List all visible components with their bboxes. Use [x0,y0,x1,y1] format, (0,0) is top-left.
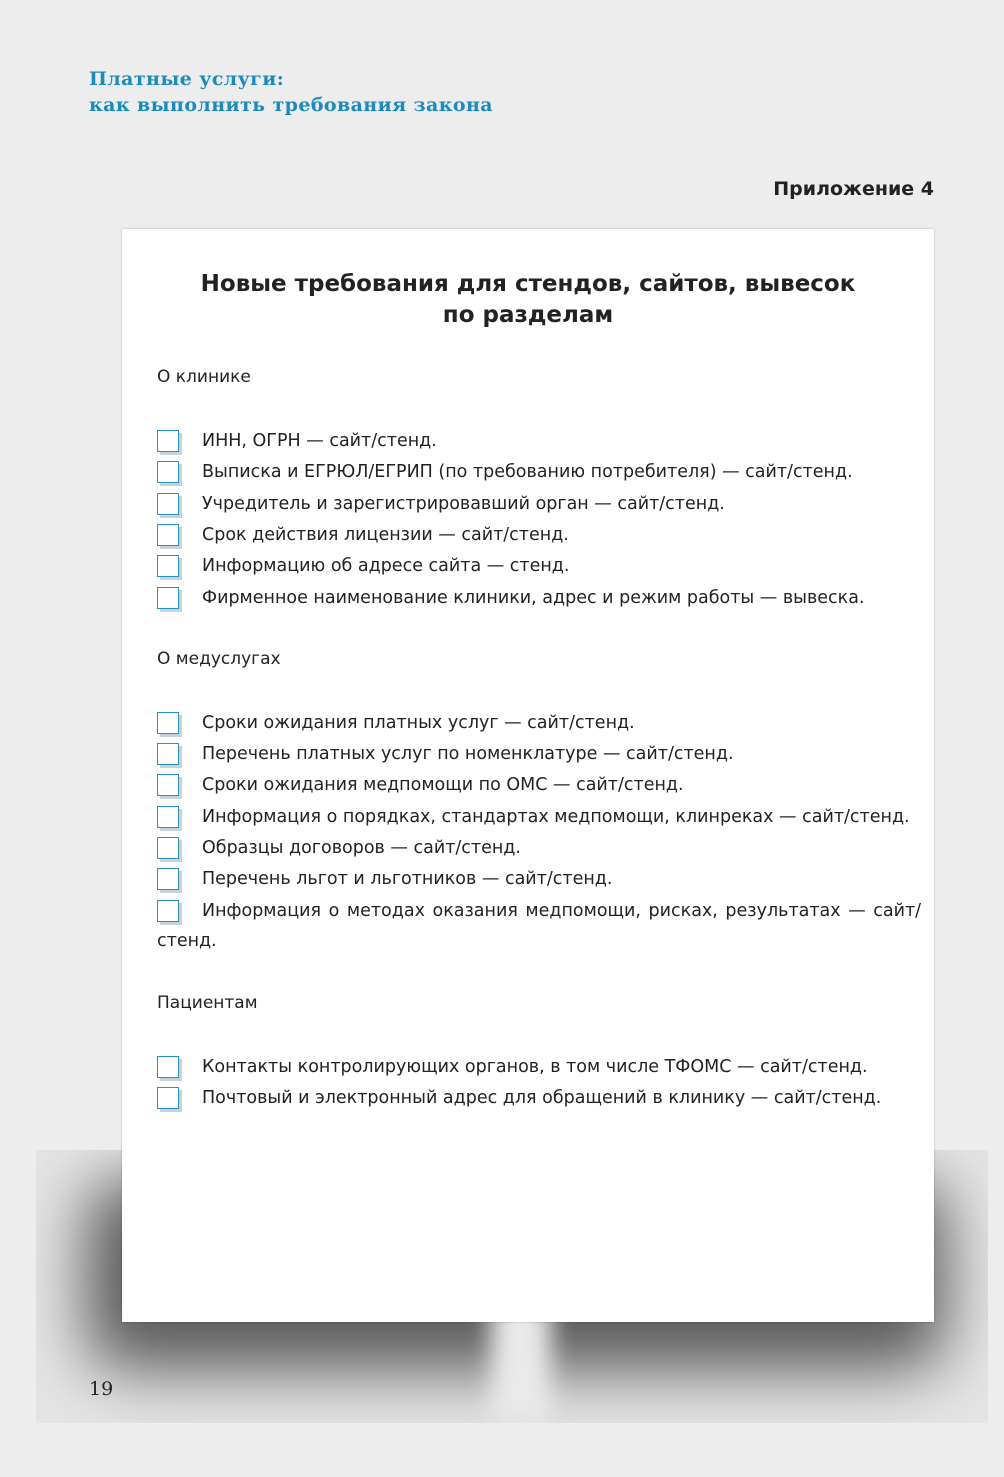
checkbox[interactable] [157,587,179,609]
item-label: ИНН, ОГРН — сайт/стенд. [202,431,437,451]
card-title-line2: по разделам [442,302,614,328]
item-label: Фирменное наименование клиники, адрес и режим работы — вывеска. [202,588,865,608]
checklist-item [157,743,904,771]
item-label: Перечень льгот и льготников — сайт/стенд. [202,869,613,889]
item-label: Перечень платных услуг по номенклатуре — сайт/стенд. [202,744,734,764]
checklist-item [157,868,904,896]
checkbox[interactable] [157,743,179,765]
section-heading-clinic: О клинике [157,367,251,387]
checkbox[interactable] [157,1087,179,1109]
checkbox[interactable] [157,430,179,452]
checklist-item [157,837,904,865]
checkbox[interactable] [157,524,179,546]
checkbox[interactable] [157,712,179,734]
item-label: Информацию об адресе сайта — стенд. [202,556,570,576]
checkbox[interactable] [157,900,179,922]
checklist-item [157,774,904,802]
checkbox[interactable] [157,461,179,483]
checkbox[interactable] [157,555,179,577]
checklist-item [157,430,904,458]
checkbox[interactable] [157,1056,179,1078]
checklist-item [157,712,904,740]
item-label-continuation: стенд. [157,931,217,951]
checklist-item [157,900,922,928]
item-label: Информация о методах оказания медпомощи, рисках, результатах — сайт/ [202,901,922,921]
item-label: Образцы договоров — сайт/стенд. [202,838,521,858]
section-heading-services: О медуслугах [157,649,281,669]
checkbox[interactable] [157,493,179,515]
item-label: Сроки ожидания медпомощи по ОМС — сайт/стенд. [202,775,684,795]
checklist-item [157,806,910,834]
checklist-item [157,1056,904,1084]
running-title [89,66,493,118]
item-label: Контакты контролирующих органов, в том числе ТФОМС — сайт/стенд. [202,1057,868,1077]
checkbox[interactable] [157,806,179,828]
checklist-card [122,229,934,1322]
section-heading-patients: Пациентам [157,993,258,1013]
item-label: Выписка и ЕГРЮЛ/ЕГРИП (по требованию потребителя) — сайт/стенд. [202,462,853,482]
running-title-line1: Платные услуги: [89,68,285,90]
checkbox[interactable] [157,837,179,859]
item-label: Срок действия лицензии — сайт/стенд. [202,525,569,545]
card-title [122,269,934,331]
item-label: Сроки ожидания платных услуг — сайт/стенд. [202,713,635,733]
checklist-item [157,461,904,489]
checklist-item [157,587,904,615]
item-label: Учредитель и зарегистрировавший орган — сайт/стенд. [202,494,725,514]
checklist-item [157,555,904,583]
checklist-item [157,493,904,521]
item-label: Почтовый и электронный адрес для обращений в клинику — сайт/стенд. [202,1088,882,1108]
checklist-item [157,524,904,552]
item-label: Информация о порядках, стандартах медпомощи, клинреках — сайт/стенд. [202,807,910,827]
checkbox[interactable] [157,868,179,890]
page-number: 19 [89,1378,114,1400]
running-title-line2: как выполнить требования закона [89,94,493,116]
checkbox[interactable] [157,774,179,796]
checklist-item [157,1087,904,1115]
card-title-line1: Новые требования для стендов, сайтов, вывесок [200,271,856,297]
appendix-label: Приложение 4 [773,178,934,200]
